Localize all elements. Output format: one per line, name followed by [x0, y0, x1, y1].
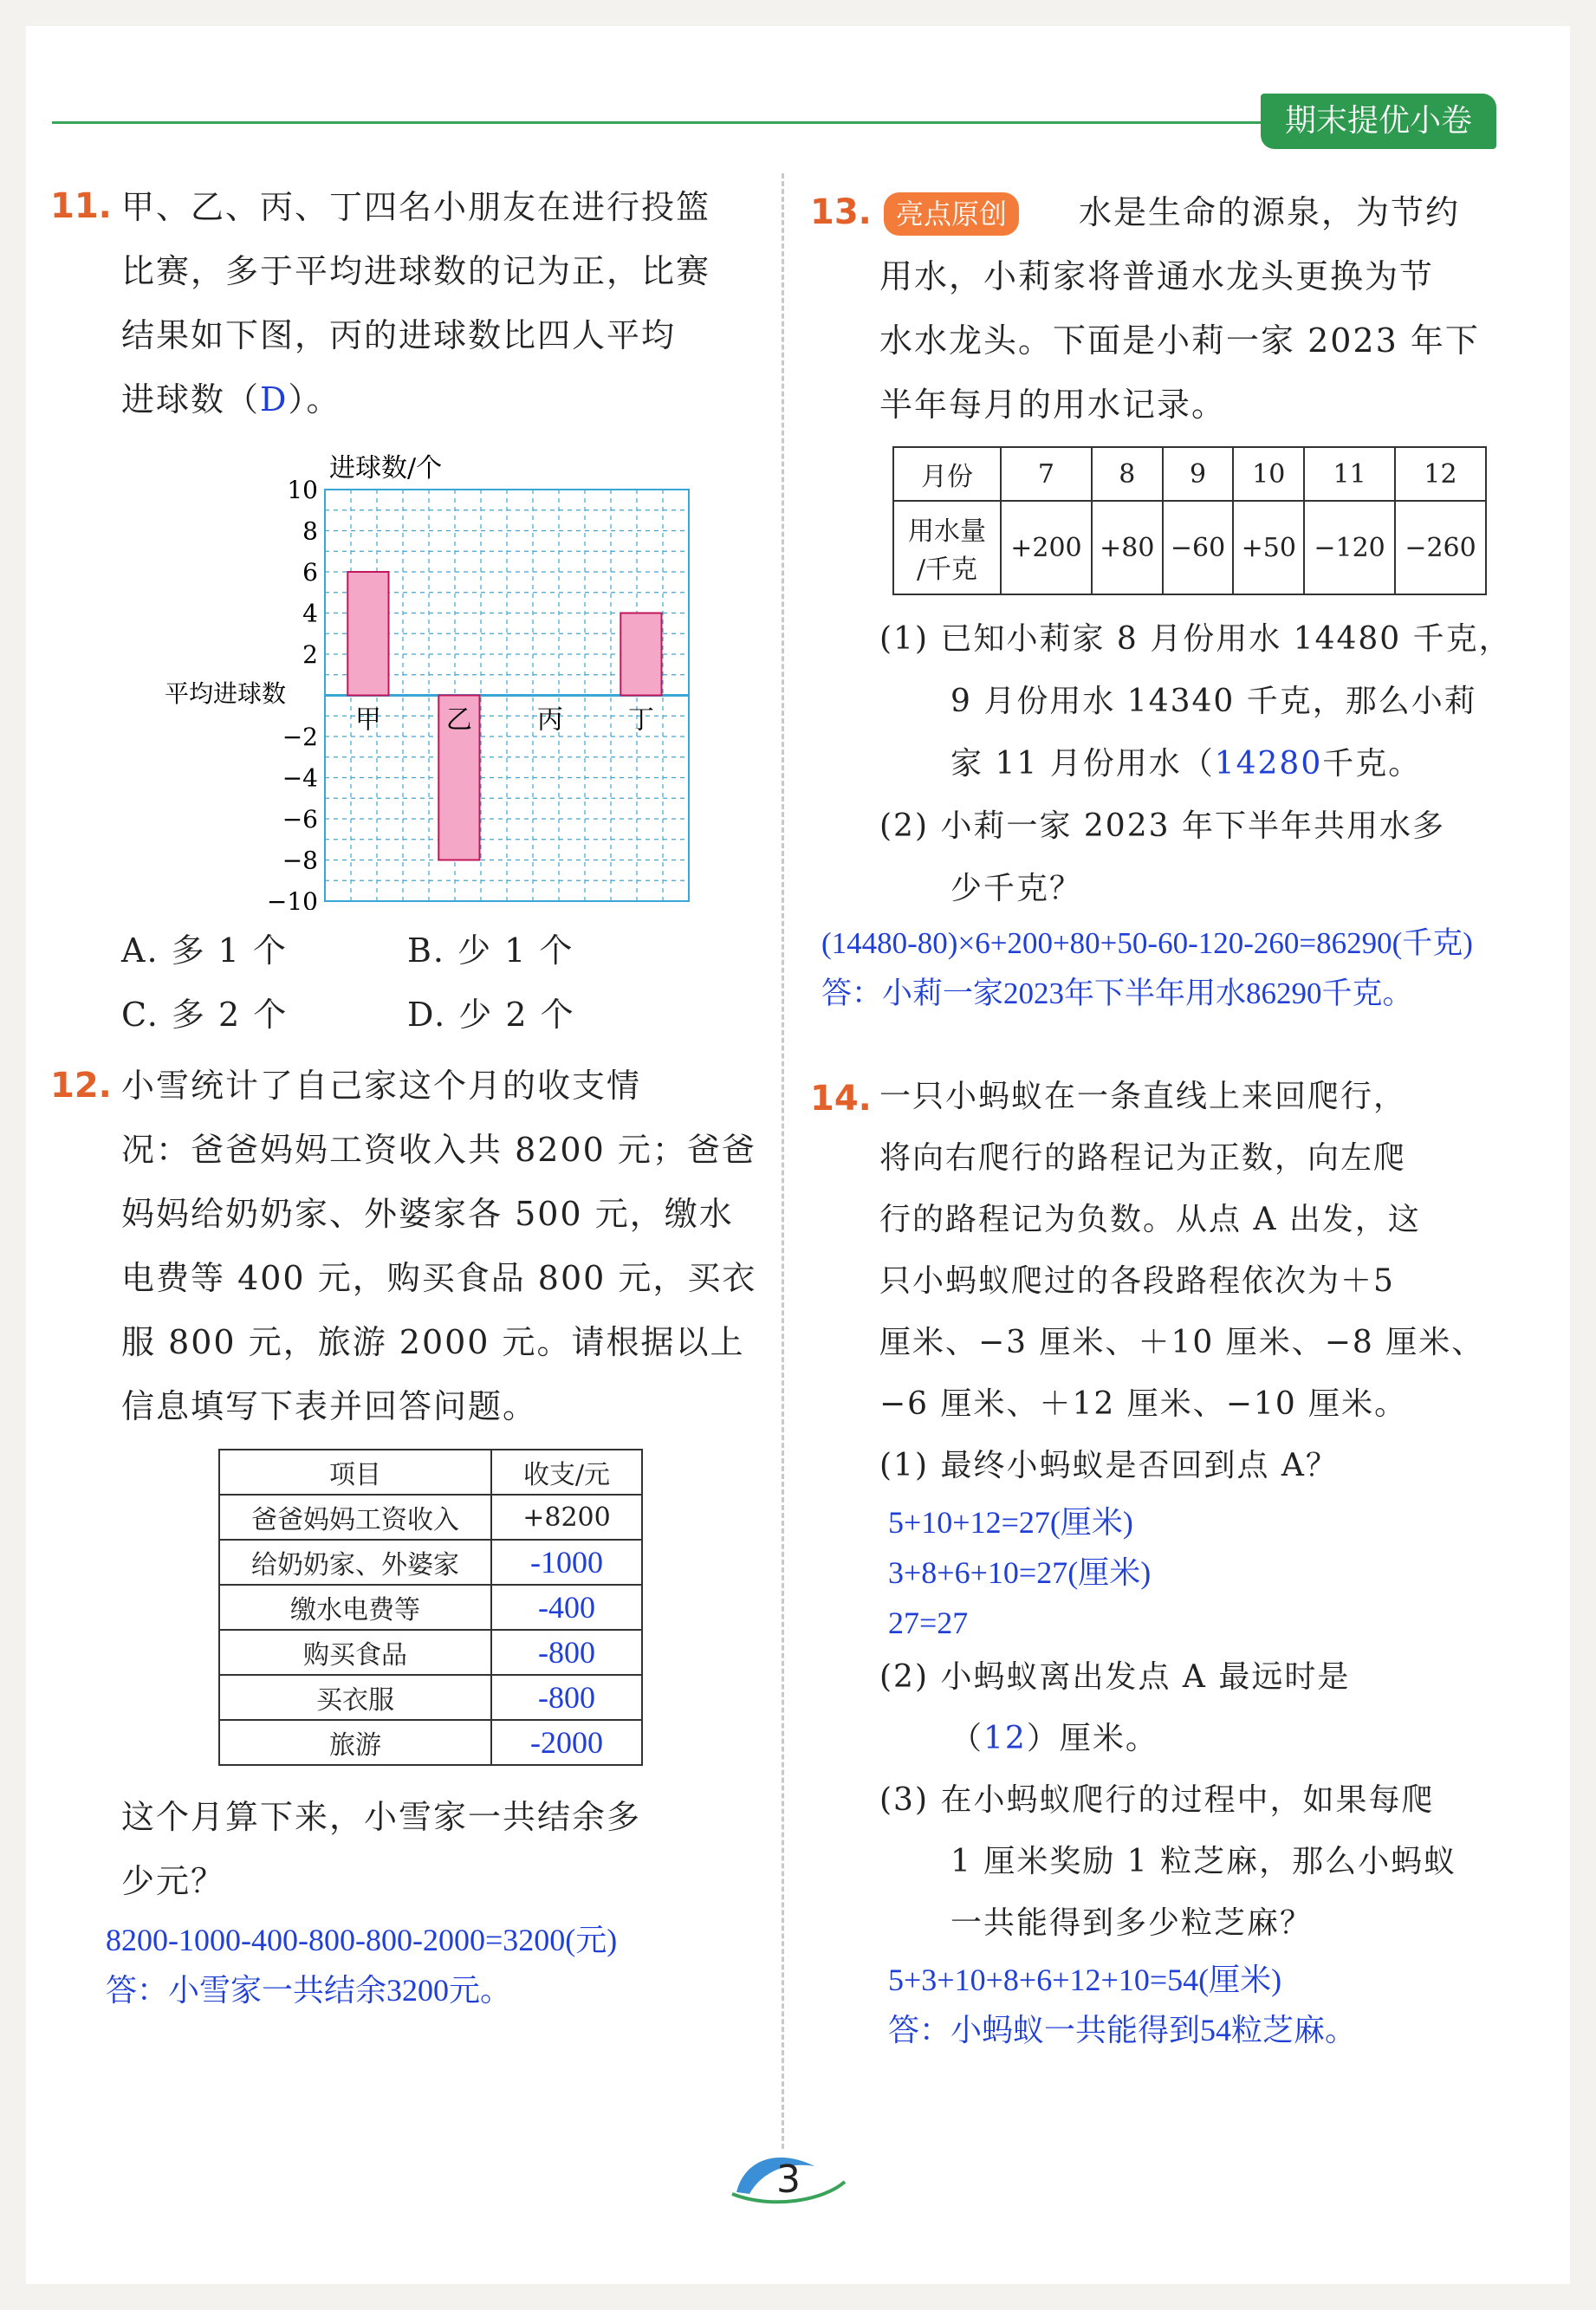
chart-category-labels [355, 705, 654, 736]
q13-part1: (1) 已知小莉家 8 月份用水 14480 千克， 9 月份用水 14340 千克，那么小莉 家 11 月份用水（14280千克。 (2) 小莉一家 2023 年下半年共用水多 少千克？ [879, 621, 1512, 906]
original-badge: 亮点原创 [884, 192, 1019, 236]
q13-answer-1: 14280 [1214, 746, 1323, 782]
q13-text: 用水，小莉家将普通水龙头更换为节 水水龙头。下面是小莉一家 2023 年下 半年每月的用水记录。 [879, 257, 1480, 424]
page-number: 3 [776, 2158, 801, 2202]
category-label: 乙 [445, 704, 472, 736]
q12-line: 小雪统计了自己家这个月的收支情 [121, 1067, 642, 1105]
q11-chart [156, 442, 710, 910]
q11-line: 进球数（D）。 [121, 380, 341, 419]
q14-text: 一只小蚂蚁在一条直线上来回爬行， 将向右爬行的路程记为正数，向左爬 行的路程记为负数。从点 A 出发，这 只小蚂蚁爬过的各段路程依次为＋5 厘米、−3 厘米、＋10 厘米、−8 厘米、 −6 厘米、＋12 厘米、−10 厘米。 (1) 最终小蚂蚁是否回到点 A？ [879, 1079, 1485, 1483]
q12-line: 电费等 400 元，购买食品 800 元，买衣 [121, 1259, 757, 1297]
q11-line: 甲、乙、丙、丁四名小朋友在进行投篮 [121, 188, 711, 226]
table-cell: 旅游 [219, 1720, 491, 1765]
q13-badge-wrap [884, 192, 1019, 236]
table-cell: 购买食品 [219, 1630, 491, 1675]
q11-text [121, 175, 745, 432]
option-a: A. 多 1 个 [121, 931, 288, 970]
y-tick-label: −2 [282, 723, 318, 751]
table-answer-cell: -800 [491, 1675, 642, 1720]
q12-work: 8200-1000-400-800-800-2000=3200(元) 答：小雪家一共结余3200元。 [106, 1923, 618, 2008]
table-cell: 给奶奶家、外婆家 [219, 1540, 491, 1585]
column-divider [782, 173, 784, 2149]
table-cell: 爸爸妈妈工资收入 [219, 1495, 491, 1540]
table-cell: 缴水电费等 [219, 1585, 491, 1630]
q14-work-3: 5+3+10+8+6+12+10=54(厘米) 答：小蚂蚁一共能得到54粒芝麻。 [888, 1963, 1357, 2047]
chart-baseline-label: 平均进球数 [165, 679, 287, 708]
y-tick-label: −8 [282, 846, 318, 875]
category-label: 甲 [354, 704, 381, 736]
table-answer-cell: -800 [491, 1630, 642, 1675]
q11-answer: D [260, 380, 289, 419]
q14-work-1: 5+10+12=27(厘米) 3+8+6+10=27(厘米) 27=27 [888, 1505, 1152, 1640]
q11-number: 11. [50, 186, 112, 226]
q14-number: 14. [810, 1079, 872, 1119]
q13-line: 水是生命的源泉，为节约 [1079, 193, 1461, 231]
y-tick-label: −4 [282, 763, 318, 793]
y-tick-label: −6 [282, 805, 318, 834]
q12-question: 这个月算下来，小雪家一共结余多 少元？ [121, 1798, 642, 1900]
q12-line: 妈妈给奶奶家、外婆家各 500 元，缴水 [121, 1195, 734, 1233]
y-tick-label: 4 [302, 599, 318, 628]
header-tag: 期末提优小卷 [1261, 94, 1496, 149]
q11-line: 结果如下图，丙的进球数比四人平均 [121, 316, 677, 354]
option-b: B. 少 1 个 [407, 931, 574, 970]
q12-text [121, 1054, 762, 1438]
q12-line: 服 800 元，旅游 2000 元。请根据以上 [121, 1323, 745, 1361]
chart-ylabel: 进球数/个 [329, 453, 443, 483]
option-d: D. 少 2 个 [407, 996, 575, 1034]
table-answer-cell: -2000 [491, 1720, 642, 1765]
q12-table [218, 1449, 643, 1766]
q14-parts: (2) 小蚂蚁离出发点 A 最远时是 （12）厘米。 (3) 在小蚂蚁爬行的过程中，如果每爬 1 厘米奖励 1 粒芝麻，那么小蚂蚁 一共能得到多少粒芝麻？ [879, 1659, 1457, 1941]
header-rule [52, 121, 1265, 124]
q12-line: 况：爸爸妈妈工资收入共 8200 元；爸爸 [121, 1131, 756, 1169]
q13-table: 月份 7 8 9 10 11 12 用水量 /千克 +200 +80 −60 +50 −120 −260 [892, 446, 1487, 595]
y-tick-label: 6 [302, 558, 318, 587]
bar-丁 [620, 613, 661, 696]
category-label: 丙 [536, 704, 563, 736]
q13-work: (14480-80)×6+200+80+50-60-120-260=86290(千克) 答：小莉一家2023年下半年用水86290千克。 [821, 926, 1473, 1010]
table-answer-cell: -1000 [491, 1540, 642, 1585]
bar-甲 [347, 572, 388, 696]
q13-number: 13. [810, 192, 872, 232]
y-tick-label: 2 [302, 640, 318, 669]
q12-line: 信息填写下表并回答问题。 [121, 1387, 538, 1425]
y-tick-label: −10 [266, 887, 318, 910]
q11-options [121, 918, 745, 1047]
q12-number: 12. [50, 1066, 112, 1106]
table-cell: +8200 [491, 1495, 642, 1540]
table-header: 项目 [219, 1450, 491, 1495]
q14-answer-2: 12 [983, 1721, 1027, 1756]
category-label: 丁 [627, 704, 654, 736]
table-cell: 买衣服 [219, 1675, 491, 1720]
option-c: C. 多 2 个 [121, 996, 289, 1034]
table-answer-cell: -400 [491, 1585, 642, 1630]
table-header: 收支/元 [491, 1450, 642, 1495]
y-tick-label: 10 [287, 476, 318, 504]
q11-line: 比赛，多于平均进球数的记为正，比赛 [121, 252, 711, 290]
y-tick-label: 8 [302, 516, 318, 546]
